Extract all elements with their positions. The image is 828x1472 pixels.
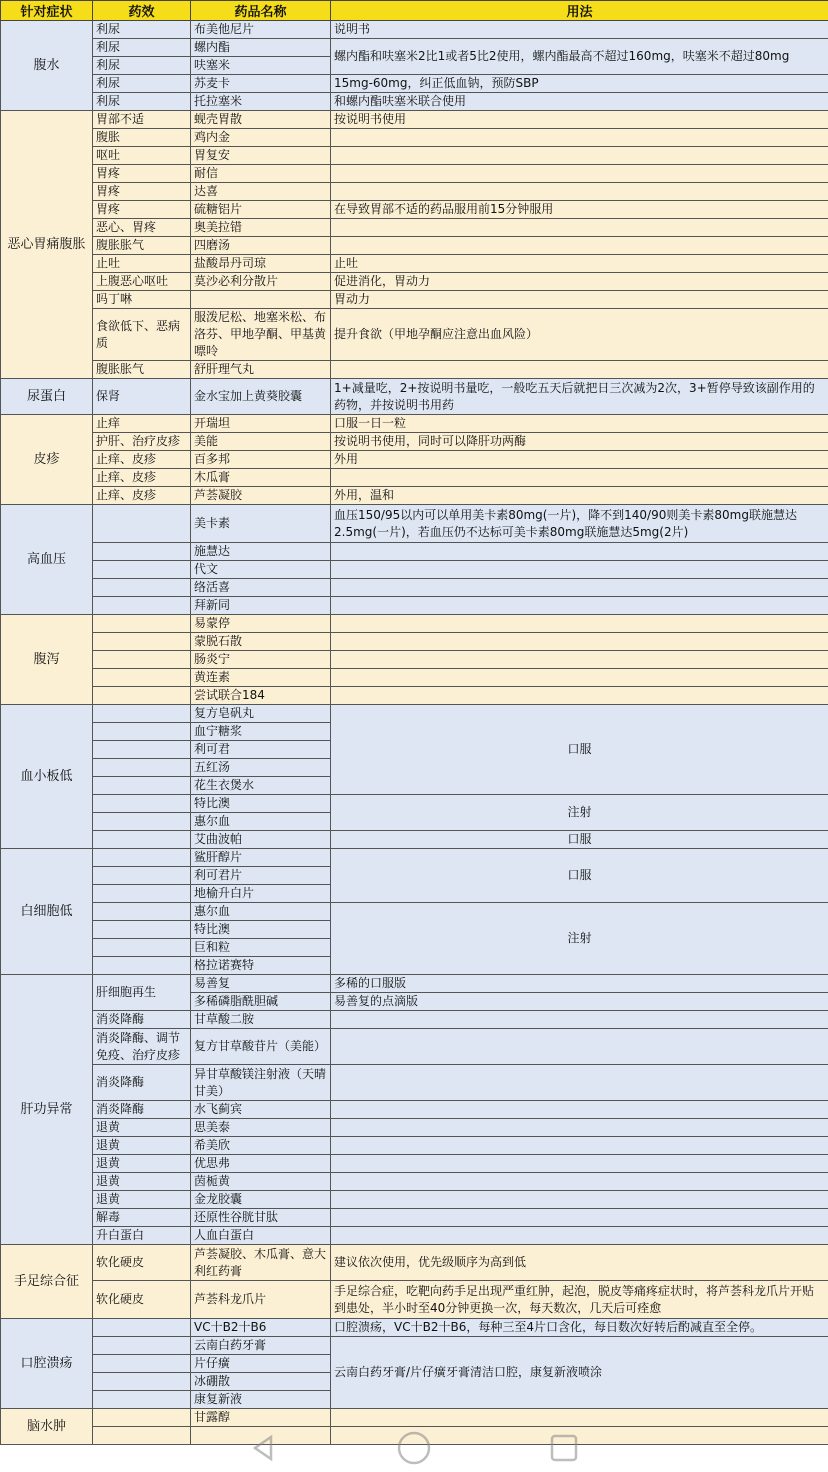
drug-cell: 甘草酸二胺 bbox=[191, 1011, 331, 1029]
recents-icon bbox=[549, 1433, 579, 1463]
drug-cell: 络活喜 bbox=[191, 579, 331, 597]
header-effect: 药效 bbox=[93, 1, 191, 21]
effect-cell: 食欲低下、恶病质 bbox=[93, 309, 191, 361]
drug-cell: 木瓜膏 bbox=[191, 469, 331, 487]
table-row bbox=[1, 165, 828, 183]
usage-cell bbox=[331, 615, 828, 633]
drug-cell: 人血白蛋白 bbox=[191, 1227, 331, 1245]
effect-cell: 消炎降酶 bbox=[93, 1011, 191, 1029]
table-row bbox=[1, 361, 828, 379]
symptom-cell: 白细胞低 bbox=[1, 849, 93, 975]
usage-cell bbox=[331, 1191, 828, 1209]
table-row bbox=[1, 687, 828, 705]
table-row bbox=[1, 903, 828, 921]
usage-cell: 按说明书使用，同时可以降肝功两酶 bbox=[331, 433, 828, 451]
table-row bbox=[1, 579, 828, 597]
usage-cell: 提升食欲（甲地孕酮应注意出血风险） bbox=[331, 309, 828, 361]
drug-cell: 鸡内金 bbox=[191, 129, 331, 147]
table-row bbox=[1, 831, 828, 849]
table-row bbox=[1, 21, 828, 39]
drug-cell: 螺内酯 bbox=[191, 39, 331, 57]
usage-cell: 螺内酯和呋塞米2比1或者5比2使用，螺内酯最高不超过160mg，呋塞米不超过80mg bbox=[331, 39, 828, 75]
drug-cell: 希美欣 bbox=[191, 1137, 331, 1155]
effect-cell: 护肝、治疗皮疹 bbox=[93, 433, 191, 451]
table-row bbox=[1, 1319, 828, 1337]
drug-cell: 硫糖铝片 bbox=[191, 201, 331, 219]
drug-cell: 易蒙停 bbox=[191, 615, 331, 633]
effect-cell bbox=[93, 741, 191, 759]
table-row bbox=[1, 129, 828, 147]
usage-cell bbox=[331, 219, 828, 237]
group-9 bbox=[1, 1245, 828, 1319]
effect-cell bbox=[93, 957, 191, 975]
effect-cell: 胃疼 bbox=[93, 183, 191, 201]
drug-cell: 代文 bbox=[191, 561, 331, 579]
effect-cell: 退黄 bbox=[93, 1137, 191, 1155]
table-row bbox=[1, 487, 828, 505]
table-row bbox=[1, 561, 828, 579]
back-icon bbox=[249, 1433, 279, 1463]
effect-cell: 胃疼 bbox=[93, 201, 191, 219]
drug-cell: 惠尔血 bbox=[191, 903, 331, 921]
home-button[interactable] bbox=[394, 1428, 434, 1468]
usage-cell bbox=[331, 129, 828, 147]
effect-cell: 利尿 bbox=[93, 75, 191, 93]
effect-cell: 软化硬皮 bbox=[93, 1245, 191, 1281]
usage-cell bbox=[331, 687, 828, 705]
effect-cell bbox=[93, 1355, 191, 1373]
effect-cell: 退黄 bbox=[93, 1119, 191, 1137]
table-row bbox=[1, 219, 828, 237]
effect-cell bbox=[93, 777, 191, 795]
drug-cell: 利可君片 bbox=[191, 867, 331, 885]
usage-cell: 血压150/95以内可以单用美卡素80mg(一片)，降不到140/90则美卡素80mg联施慧达2.5mg(一片)，若血压仍不达标可美卡素80mg联施慧达5mg(2片) bbox=[331, 505, 828, 543]
effect-cell: 消炎降酶、调节免疫、治疗皮疹 bbox=[93, 1029, 191, 1065]
usage-cell: 多稀的口服版 bbox=[331, 975, 828, 993]
usage-cell: 云南白药牙膏/片仔癀牙膏清洁口腔，康复新液喷涂 bbox=[331, 1337, 828, 1409]
home-icon bbox=[396, 1430, 432, 1466]
table-row bbox=[1, 705, 828, 723]
drug-cell: 耐信 bbox=[191, 165, 331, 183]
effect-cell bbox=[93, 795, 191, 813]
symptom-cell: 口腔溃疡 bbox=[1, 1319, 93, 1409]
usage-cell: 说明书 bbox=[331, 21, 828, 39]
drug-cell: 甘露醇 bbox=[191, 1409, 331, 1427]
table-row bbox=[1, 505, 828, 543]
effect-cell: 止痒 bbox=[93, 415, 191, 433]
effect-cell bbox=[93, 705, 191, 723]
symptom-cell: 恶心胃痛腹胀 bbox=[1, 111, 93, 379]
effect-cell bbox=[93, 669, 191, 687]
table-row bbox=[1, 1065, 828, 1101]
table-row bbox=[1, 183, 828, 201]
effect-cell: 消炎降酶 bbox=[93, 1065, 191, 1101]
effect-cell: 消炎降酶 bbox=[93, 1101, 191, 1119]
back-button[interactable] bbox=[244, 1428, 284, 1468]
drug-cell: 四磨汤 bbox=[191, 237, 331, 255]
usage-cell: 促进消化，胃动力 bbox=[331, 273, 828, 291]
effect-cell: 止吐 bbox=[93, 255, 191, 273]
drug-cell: 美能 bbox=[191, 433, 331, 451]
table-row bbox=[1, 615, 828, 633]
effect-cell: 止痒、皮疹 bbox=[93, 469, 191, 487]
effect-cell: 利尿 bbox=[93, 21, 191, 39]
effect-cell bbox=[93, 921, 191, 939]
effect-cell bbox=[93, 849, 191, 867]
drug-cell: 茵栀黄 bbox=[191, 1173, 331, 1191]
effect-cell bbox=[93, 885, 191, 903]
table-row bbox=[1, 273, 828, 291]
drug-cell: 血宁糖浆 bbox=[191, 723, 331, 741]
table-row bbox=[1, 1191, 828, 1209]
table-row bbox=[1, 1227, 828, 1245]
drug-cell: 还原性谷胱甘肽 bbox=[191, 1209, 331, 1227]
drug-cell: 思美泰 bbox=[191, 1119, 331, 1137]
effect-cell: 利尿 bbox=[93, 39, 191, 57]
drug-cell: 艾曲波帕 bbox=[191, 831, 331, 849]
usage-cell: 1+减量吃，2+按说明书量吃，一般吃五天后就把日三次减为2次，3+暂停导致该副作用的药物，并按说明书用药 bbox=[331, 379, 828, 415]
group-2 bbox=[1, 379, 828, 415]
table-row bbox=[1, 75, 828, 93]
usage-cell bbox=[331, 1173, 828, 1191]
table-row bbox=[1, 633, 828, 651]
usage-cell: 15mg-60mg，纠正低血钠，预防SBP bbox=[331, 75, 828, 93]
table-row bbox=[1, 597, 828, 615]
effect-cell bbox=[93, 939, 191, 957]
table-row bbox=[1, 1155, 828, 1173]
table-row bbox=[1, 1137, 828, 1155]
table-row bbox=[1, 1337, 828, 1355]
drug-cell: 金水宝加上黄葵胶囊 bbox=[191, 379, 331, 415]
usage-cell bbox=[331, 1155, 828, 1173]
usage-cell bbox=[331, 1137, 828, 1155]
drug-cell: 格拉诺赛特 bbox=[191, 957, 331, 975]
table-row bbox=[1, 795, 828, 813]
drug-cell: 片仔癀 bbox=[191, 1355, 331, 1373]
table-row bbox=[1, 1101, 828, 1119]
table-row bbox=[1, 1173, 828, 1191]
table-row bbox=[1, 1281, 828, 1319]
effect-cell bbox=[93, 579, 191, 597]
drug-cell: 五红汤 bbox=[191, 759, 331, 777]
effect-cell bbox=[93, 1373, 191, 1391]
table-row bbox=[1, 849, 828, 867]
effect-cell: 腹胀 bbox=[93, 129, 191, 147]
symptom-cell: 皮疹 bbox=[1, 415, 93, 505]
drug-cell: 水飞蓟宾 bbox=[191, 1101, 331, 1119]
effect-cell bbox=[93, 903, 191, 921]
effect-cell bbox=[93, 561, 191, 579]
drug-cell: 舒肝理气丸 bbox=[191, 361, 331, 379]
group-7 bbox=[1, 849, 828, 975]
symptom-cell: 手足综合征 bbox=[1, 1245, 93, 1319]
usage-cell bbox=[331, 669, 828, 687]
drug-cell: 花生衣煲水 bbox=[191, 777, 331, 795]
effect-cell bbox=[93, 831, 191, 849]
table-row bbox=[1, 93, 828, 111]
drug-cell: 布美他尼片 bbox=[191, 21, 331, 39]
usage-cell bbox=[331, 1011, 828, 1029]
usage-cell bbox=[331, 1101, 828, 1119]
usage-cell: 外用 bbox=[331, 451, 828, 469]
drug-cell: 鲨肝醇片 bbox=[191, 849, 331, 867]
table-row bbox=[1, 379, 828, 415]
table-row bbox=[1, 1209, 828, 1227]
group-5 bbox=[1, 615, 828, 705]
recents-button[interactable] bbox=[544, 1428, 584, 1468]
effect-cell bbox=[93, 543, 191, 561]
table-row bbox=[1, 111, 828, 129]
usage-cell bbox=[331, 543, 828, 561]
drug-cell: 优思弗 bbox=[191, 1155, 331, 1173]
usage-cell: 手足综合症，吃靶向药手足出现严重红肿，起泡，脱皮等痛疼症状时，将芦荟科龙爪片开贴到患处，半小时至40分钟更换一次，每天数次，几天后可痊愈 bbox=[331, 1281, 828, 1319]
effect-cell: 利尿 bbox=[93, 93, 191, 111]
usage-cell bbox=[331, 579, 828, 597]
table-row bbox=[1, 255, 828, 273]
table-row bbox=[1, 451, 828, 469]
effect-cell: 上腹恶心呕吐 bbox=[93, 273, 191, 291]
usage-cell bbox=[331, 1065, 828, 1101]
effect-cell bbox=[93, 1337, 191, 1355]
header-usage: 用法 bbox=[331, 1, 828, 21]
usage-cell: 按说明书使用 bbox=[331, 111, 828, 129]
table-row bbox=[1, 975, 828, 993]
usage-cell bbox=[331, 237, 828, 255]
symptom-cell: 脑水肿 bbox=[1, 1409, 93, 1445]
drug-cell: 金龙胶囊 bbox=[191, 1191, 331, 1209]
symptom-cell: 尿蛋白 bbox=[1, 379, 93, 415]
effect-cell: 胃疼 bbox=[93, 165, 191, 183]
usage-cell bbox=[331, 361, 828, 379]
drug-cell: 尝试联合184 bbox=[191, 687, 331, 705]
drug-cell: VC十B2十B6 bbox=[191, 1319, 331, 1337]
drug-cell: 巨和粒 bbox=[191, 939, 331, 957]
table-row bbox=[1, 39, 828, 57]
table-row bbox=[1, 1119, 828, 1137]
usage-cell: 胃动力 bbox=[331, 291, 828, 309]
symptom-cell: 高血压 bbox=[1, 505, 93, 615]
effect-cell bbox=[93, 759, 191, 777]
usage-cell bbox=[331, 561, 828, 579]
table-row bbox=[1, 415, 828, 433]
drug-cell: 美卡素 bbox=[191, 505, 331, 543]
drug-cell: 芦荟科龙爪片 bbox=[191, 1281, 331, 1319]
drug-cell: 复方甘草酸苷片（美能） bbox=[191, 1029, 331, 1065]
header-row bbox=[1, 1, 828, 21]
table-row bbox=[1, 237, 828, 255]
usage-cell bbox=[331, 597, 828, 615]
drug-cell: 复方皂矾丸 bbox=[191, 705, 331, 723]
group-1 bbox=[1, 111, 828, 379]
effect-cell: 呕吐 bbox=[93, 147, 191, 165]
drug-cell: 多稀磷脂酰胆碱 bbox=[191, 993, 331, 1011]
effect-cell: 退黄 bbox=[93, 1155, 191, 1173]
effect-cell: 吗丁啉 bbox=[93, 291, 191, 309]
effect-cell: 利尿 bbox=[93, 57, 191, 75]
effect-cell: 肝细胞再生 bbox=[93, 975, 191, 1011]
header-drug: 药品名称 bbox=[191, 1, 331, 21]
effect-cell: 解毒 bbox=[93, 1209, 191, 1227]
effect-cell: 退黄 bbox=[93, 1173, 191, 1191]
effect-cell: 止痒、皮疹 bbox=[93, 487, 191, 505]
drug-cell: 地榆升白片 bbox=[191, 885, 331, 903]
usage-cell bbox=[331, 651, 828, 669]
usage-cell bbox=[331, 165, 828, 183]
drug-cell: 利可君 bbox=[191, 741, 331, 759]
group-8 bbox=[1, 975, 828, 1245]
drug-cell: 呋塞米 bbox=[191, 57, 331, 75]
effect-cell bbox=[93, 651, 191, 669]
effect-cell bbox=[93, 597, 191, 615]
table-row bbox=[1, 1011, 828, 1029]
usage-cell: 注射 bbox=[331, 795, 828, 831]
usage-cell: 注射 bbox=[331, 903, 828, 975]
effect-cell: 止痒、皮疹 bbox=[93, 451, 191, 469]
drug-cell: 肠炎宁 bbox=[191, 651, 331, 669]
effect-cell: 胃部不适 bbox=[93, 111, 191, 129]
drug-cell bbox=[191, 291, 331, 309]
drug-cell: 异甘草酸镁注射液（天晴甘美） bbox=[191, 1065, 331, 1101]
symptom-cell: 肝功异常 bbox=[1, 975, 93, 1245]
usage-cell: 口服一日一粒 bbox=[331, 415, 828, 433]
effect-cell bbox=[93, 633, 191, 651]
effect-cell bbox=[93, 505, 191, 543]
effect-cell bbox=[93, 687, 191, 705]
table-row bbox=[1, 291, 828, 309]
table-row bbox=[1, 669, 828, 687]
usage-cell: 和螺内酯呋塞米联合使用 bbox=[331, 93, 828, 111]
effect-cell: 升白蛋白 bbox=[93, 1227, 191, 1245]
table-row bbox=[1, 1245, 828, 1281]
symptom-cell: 腹泻 bbox=[1, 615, 93, 705]
usage-cell: 外用，温和 bbox=[331, 487, 828, 505]
usage-cell bbox=[331, 1029, 828, 1065]
drug-cell: 盐酸昂丹司琼 bbox=[191, 255, 331, 273]
usage-cell: 口腔溃疡，VC十B2十B6，每种三至4片口含化，每日数次好转后酌减直至全停。 bbox=[331, 1319, 828, 1337]
drug-cell: 蒙脱石散 bbox=[191, 633, 331, 651]
usage-cell: 口服 bbox=[331, 705, 828, 795]
drug-cell: 施慧达 bbox=[191, 543, 331, 561]
group-3 bbox=[1, 415, 828, 505]
drug-cell: 服泼尼松、地塞米松、布洛芬、甲地孕酮、甲基黄嘌呤 bbox=[191, 309, 331, 361]
effect-cell: 退黄 bbox=[93, 1191, 191, 1209]
usage-cell bbox=[331, 1227, 828, 1245]
usage-cell: 止吐 bbox=[331, 255, 828, 273]
effect-cell: 保肾 bbox=[93, 379, 191, 415]
table-row bbox=[1, 651, 828, 669]
usage-cell bbox=[331, 469, 828, 487]
drug-cell: 芦荟凝胶 bbox=[191, 487, 331, 505]
symptom-cell: 血小板低 bbox=[1, 705, 93, 849]
usage-cell bbox=[331, 1209, 828, 1227]
usage-cell: 口服 bbox=[331, 831, 828, 849]
table-row bbox=[1, 309, 828, 361]
drug-cell: 奥美拉错 bbox=[191, 219, 331, 237]
effect-cell bbox=[93, 813, 191, 831]
effect-cell: 软化硬皮 bbox=[93, 1281, 191, 1319]
effect-cell: 腹胀胀气 bbox=[93, 237, 191, 255]
effect-cell: 腹胀胀气 bbox=[93, 361, 191, 379]
group-6 bbox=[1, 705, 828, 849]
drug-cell: 胃复安 bbox=[191, 147, 331, 165]
table-row bbox=[1, 543, 828, 561]
table-row bbox=[1, 201, 828, 219]
usage-cell: 易善复的点滴版 bbox=[331, 993, 828, 1011]
header-symptom: 针对症状 bbox=[1, 1, 93, 21]
effect-cell bbox=[93, 723, 191, 741]
drug-cell: 黄连素 bbox=[191, 669, 331, 687]
drug-cell: 冰硼散 bbox=[191, 1373, 331, 1391]
effect-cell bbox=[93, 867, 191, 885]
drug-cell: 苏麦卡 bbox=[191, 75, 331, 93]
effect-cell: 恶心、胃疼 bbox=[93, 219, 191, 237]
usage-cell bbox=[331, 1119, 828, 1137]
group-10 bbox=[1, 1319, 828, 1409]
usage-cell bbox=[331, 147, 828, 165]
group-0 bbox=[1, 21, 828, 111]
android-nav-bar bbox=[0, 1424, 828, 1472]
effect-cell bbox=[93, 1319, 191, 1337]
drug-cell: 云南白药牙膏 bbox=[191, 1337, 331, 1355]
table-row bbox=[1, 1029, 828, 1065]
drug-cell: 托拉塞米 bbox=[191, 93, 331, 111]
drug-cell: 康复新液 bbox=[191, 1391, 331, 1409]
table-row bbox=[1, 469, 828, 487]
usage-cell bbox=[331, 633, 828, 651]
table-row bbox=[1, 147, 828, 165]
usage-cell: 建议依次使用，优先级顺序为高到低 bbox=[331, 1245, 828, 1281]
drug-cell: 莫沙必利分散片 bbox=[191, 273, 331, 291]
drug-cell: 芦荟凝胶、木瓜膏、意大利红药膏 bbox=[191, 1245, 331, 1281]
effect-cell bbox=[93, 1391, 191, 1409]
group-4 bbox=[1, 505, 828, 615]
usage-cell: 口服 bbox=[331, 849, 828, 903]
usage-cell: 在导致胃部不适的药品服用前15分钟服用 bbox=[331, 201, 828, 219]
drug-cell: 蚬壳胃散 bbox=[191, 111, 331, 129]
drug-cell: 拜新同 bbox=[191, 597, 331, 615]
drug-cell: 特比澳 bbox=[191, 795, 331, 813]
drug-cell: 特比澳 bbox=[191, 921, 331, 939]
table-row bbox=[1, 433, 828, 451]
effect-cell bbox=[93, 615, 191, 633]
symptom-cell: 腹水 bbox=[1, 21, 93, 111]
drug-cell: 达喜 bbox=[191, 183, 331, 201]
drug-cell: 百多邦 bbox=[191, 451, 331, 469]
drug-cell: 开瑞坦 bbox=[191, 415, 331, 433]
usage-cell bbox=[331, 183, 828, 201]
drug-cell: 惠尔血 bbox=[191, 813, 331, 831]
drug-cell: 易善复 bbox=[191, 975, 331, 993]
